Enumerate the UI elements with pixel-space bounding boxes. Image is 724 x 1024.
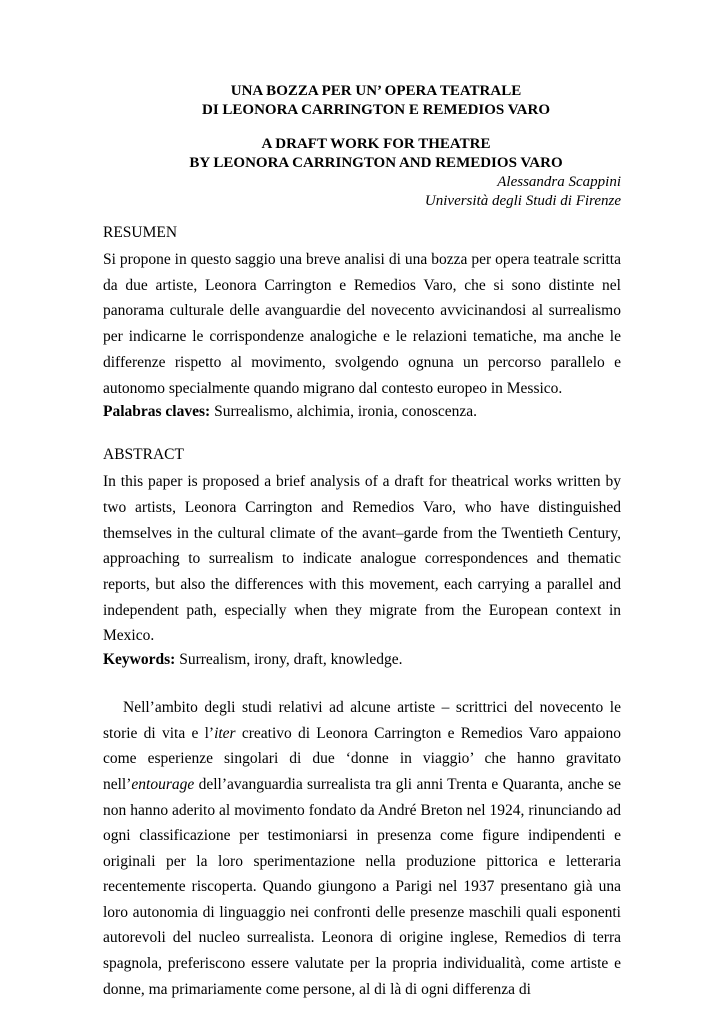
title-en-line-2: BY LEONORA CARRINGTON AND REMEDIOS VARO <box>189 155 563 171</box>
resumen-keywords <box>103 401 621 423</box>
body-italic-entourage: entourage <box>131 775 195 793</box>
english-title <box>103 135 621 173</box>
author-affiliation: Università degli Studi di Firenze <box>424 193 621 209</box>
resumen-text: Si propone in questo saggio una breve analisi di una bozza per opera teatrale scritta da due artiste, Leonora Carrington e Remedios Varo, che si sono distinte nel panorama culturale delle avanguardie del novecento avvicinandosi al surrealismo per indicarne le corrispondenze analogiche e le relazioni tematiche, ma anche le differenze rispetto al movimento, svolgendo ognuna un percorso parallelo e autonomo specialmente quando migrano dal contesto europeo in Messico. <box>103 251 621 397</box>
resumen-keywords-list: Surrealismo, alchimia, ironia, conoscenza. <box>210 403 478 421</box>
body-seg-2: creativo di Leonora Carrington e Remedios Varo appaiono come esperienze singolari di due ‘donne in viaggio’ che hanno gravitato nell’ <box>103 724 621 793</box>
author-name: Alessandra Scappini <box>497 174 621 190</box>
abstract-keywords-list: Surrealism, irony, draft, knowledge. <box>175 651 403 669</box>
paper-page <box>103 82 621 1002</box>
title-line-2: DI LEONORA CARRINGTON E REMEDIOS VARO <box>202 102 550 118</box>
abstract-keywords-label: Keywords: <box>103 651 176 669</box>
abstract-keywords <box>103 649 621 671</box>
resumen-heading: RESUMEN <box>103 224 178 241</box>
abstract-text: In this paper is proposed a brief analysis of a draft for theatrical works written by two artists, Leonora Carrington and Remedios Varo, who have distinguished themselves in the cultural climate of the avant–garde from the Twentieth Century, approaching to surrealism to indicate analogue correspondences and thematic reports, but also the differences with this movement, each carrying a parallel and independent path, especially when they migrate from the European context in Mexico. <box>103 473 621 645</box>
body-seg-3: dell’avanguardia surrealista tra gli anni Trenta e Quaranta, anche se non hanno aderito al movimento fondato da André Breton nel 1924, rinunciando ad ogni classificazione per testimoniarsi in presenza come figure indipendenti e originali per la loro sperimentazione nella produzione pittorica e letteraria recentemente riscoperta. Quando giungono a Parigi nel 1937 presentano già una loro autonomia di linguaggio nei confronti delle presenze maschili quali esponenti autorevoli del nucleo surrealista. Leonora di origine inglese, Remedios di terra spagnola, preferiscono essere valutate per la propria individualità, come artiste e donne, ma primariamente come persone, al di là di ogni differenza di <box>103 775 621 998</box>
body-italic-iter: iter <box>214 724 236 742</box>
italian-title <box>103 82 621 120</box>
title-en-line-1: A DRAFT WORK FOR THEATRE <box>261 136 491 152</box>
abstract-heading: ABSTRACT <box>103 446 184 464</box>
resumen-keywords-label: Palabras claves: <box>103 403 211 421</box>
title-line-1: UNA BOZZA PER UN’ OPERA TEATRALE <box>230 83 522 99</box>
body-seg-1: Nell’ambito degli studi relativi ad alcune artiste – scrittrici del novecento le storie di vita e l’ <box>103 699 621 742</box>
body-paragraph <box>103 695 621 1002</box>
